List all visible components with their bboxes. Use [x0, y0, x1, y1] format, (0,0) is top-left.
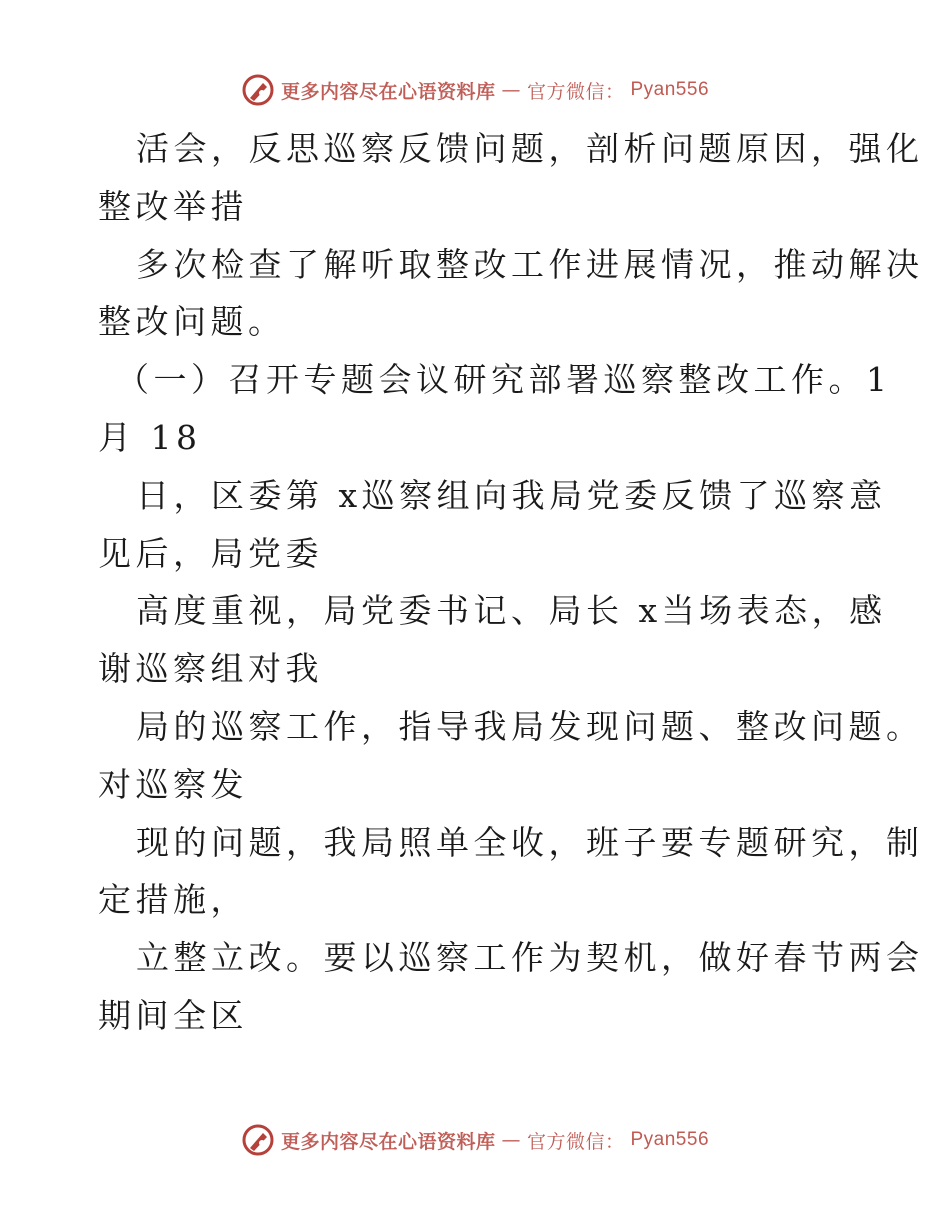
watermark-brand: 更多内容尽在心语资料库	[280, 80, 496, 103]
paragraph-4-line-1: 日，区委第 x巡察组向我局党委反馈了巡察意	[136, 475, 887, 515]
watermark-wechat-label: 官方微信：	[526, 80, 625, 103]
watermark-brand: 更多内容尽在心语资料库	[280, 1130, 496, 1153]
footer-watermark	[0, 1120, 950, 1160]
watermark-separator: —	[501, 1129, 521, 1151]
pen-logo-icon	[241, 1123, 275, 1157]
watermark-wechat-label: 官方微信：	[526, 1130, 625, 1153]
watermark-separator: —	[501, 79, 521, 101]
paragraph-3-line-1: （一）召开专题会议研究部署巡察整改工作。1	[116, 360, 892, 400]
pen-logo-icon	[241, 73, 275, 107]
paragraph-7-line-2: 定措施，	[98, 880, 248, 920]
paragraph-2-line-2: 整改问题。	[98, 302, 286, 342]
paragraph-8-line-2: 期间全区	[98, 995, 248, 1035]
watermark-wechat-id: Pyan556	[630, 1129, 710, 1150]
paragraph-4-line-2: 见后，局党委	[98, 533, 323, 573]
paragraph-6-line-2: 对巡察发	[98, 764, 248, 804]
watermark-wechat-id: Pyan556	[630, 79, 710, 100]
paragraph-7-line-1: 现的问题，我局照单全收，班子要专题研究，制	[136, 822, 924, 862]
header-watermark	[0, 70, 950, 110]
paragraph-8-line-1: 立整立改。要以巡察工作为契机，做好春节两会	[136, 938, 924, 978]
document-body	[98, 120, 924, 1045]
paragraph-5-line-1: 高度重视，局党委书记、局长 x当场表态，感	[136, 591, 887, 631]
paragraph-6-line-1: 局的巡察工作，指导我局发现问题、整改问题。	[136, 706, 924, 746]
paragraph-5-line-2: 谢巡察组对我	[98, 649, 323, 689]
paragraph-2-line-1: 多次检查了解听取整改工作进展情况，推动解决	[136, 244, 924, 284]
paragraph-3-line-2: 月 18	[98, 417, 202, 457]
paragraph-1-line-1: 活会，反思巡察反馈问题，剖析问题原因，强化	[136, 129, 924, 168]
paragraph-1-line-2: 整改举措	[98, 186, 248, 226]
